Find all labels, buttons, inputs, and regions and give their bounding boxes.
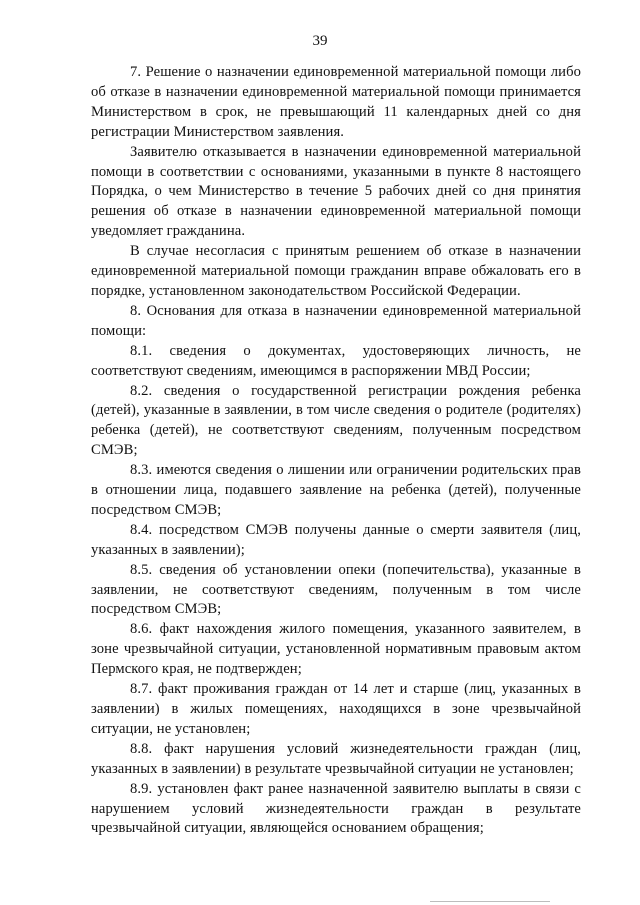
scan-edge-line — [430, 901, 550, 902]
item-8-5: 8.5. сведения об установлении опеки (попечительства), указанные в заявлении, не соответствуют сведениям, полученным в том числе посредством СМЭВ; — [91, 561, 581, 618]
paragraph-8-refusal-grounds: 8. Основания для отказа в назначении единовременной материальной помощи: — [91, 302, 581, 339]
item-8-7: 8.7. факт проживания граждан от 14 лет и старше (лиц, указанных в заявлении) в жилых помещениях, находящихся в зоне чрезвычайной ситуации, не установлен; — [91, 681, 581, 737]
document-body — [91, 63, 581, 839]
item-8-6: 8.6. факт нахождения жилого помещения, указанного заявителем, в зоне чрезвычайной ситуации, установленной нормативным правовым актом Пермского края, не подтвержден; — [91, 621, 581, 678]
paragraph-refusal-notice: Заявителю отказывается в назначении единовременной материальной помощи в соответствии с основаниями, указанными в пункте 8 настоящего Порядка, о чем Министерство в течение 5 рабочих дней со дня принятия решения об отказе в назначении единовременной материальной помощи уведомляет гражданина. — [91, 143, 581, 240]
paragraph-7-decision-term: 7. Решение о назначении единовременной материальной помощи либо об отказе в назначении единовременной материальной помощи принимается Министерством в срок, не превышающий 11 календарных дней со дня регистрации Министерством заявления. — [91, 64, 581, 140]
item-8-3: 8.3. имеются сведения о лишении или ограничении родительских прав в отношении лица, подавшего заявление на ребенка (детей), полученные посредством СМЭВ; — [91, 462, 581, 518]
item-8-9: 8.9. установлен факт ранее назначенной заявителю выплаты в связи с нарушением условий жизнедеятельности граждан в результате чрезвычайной ситуации, являющейся основанием обращения; — [91, 780, 581, 837]
page-number: 39 — [312, 33, 328, 49]
item-8-2: 8.2. сведения о государственной регистрации рождения ребенка (детей), указанные в заявлении, в том числе сведения о родителе (родителях) ребенка (детей), не соответствуют сведениям, полученным посредством СМЭВ; — [91, 382, 581, 459]
item-8-1: 8.1. сведения о документах, удостоверяющих личность, не соответствуют сведениям, имеющимся в распоряжении МВД России; — [91, 342, 581, 379]
paragraph-appeal: В случае несогласия с принятым решением об отказе в назначении единовременной материальной помощи гражданин вправе обжаловать его в порядке, установленном законодательством Российской Федерации. — [91, 243, 581, 299]
item-8-8: 8.8. факт нарушения условий жизнедеятельности граждан (лиц, указанных в заявлении) в результате чрезвычайной ситуации не установлен; — [91, 740, 581, 777]
item-8-4: 8.4. посредством СМЭВ получены данные о смерти заявителя (лиц, указанных в заявлении); — [91, 521, 581, 558]
